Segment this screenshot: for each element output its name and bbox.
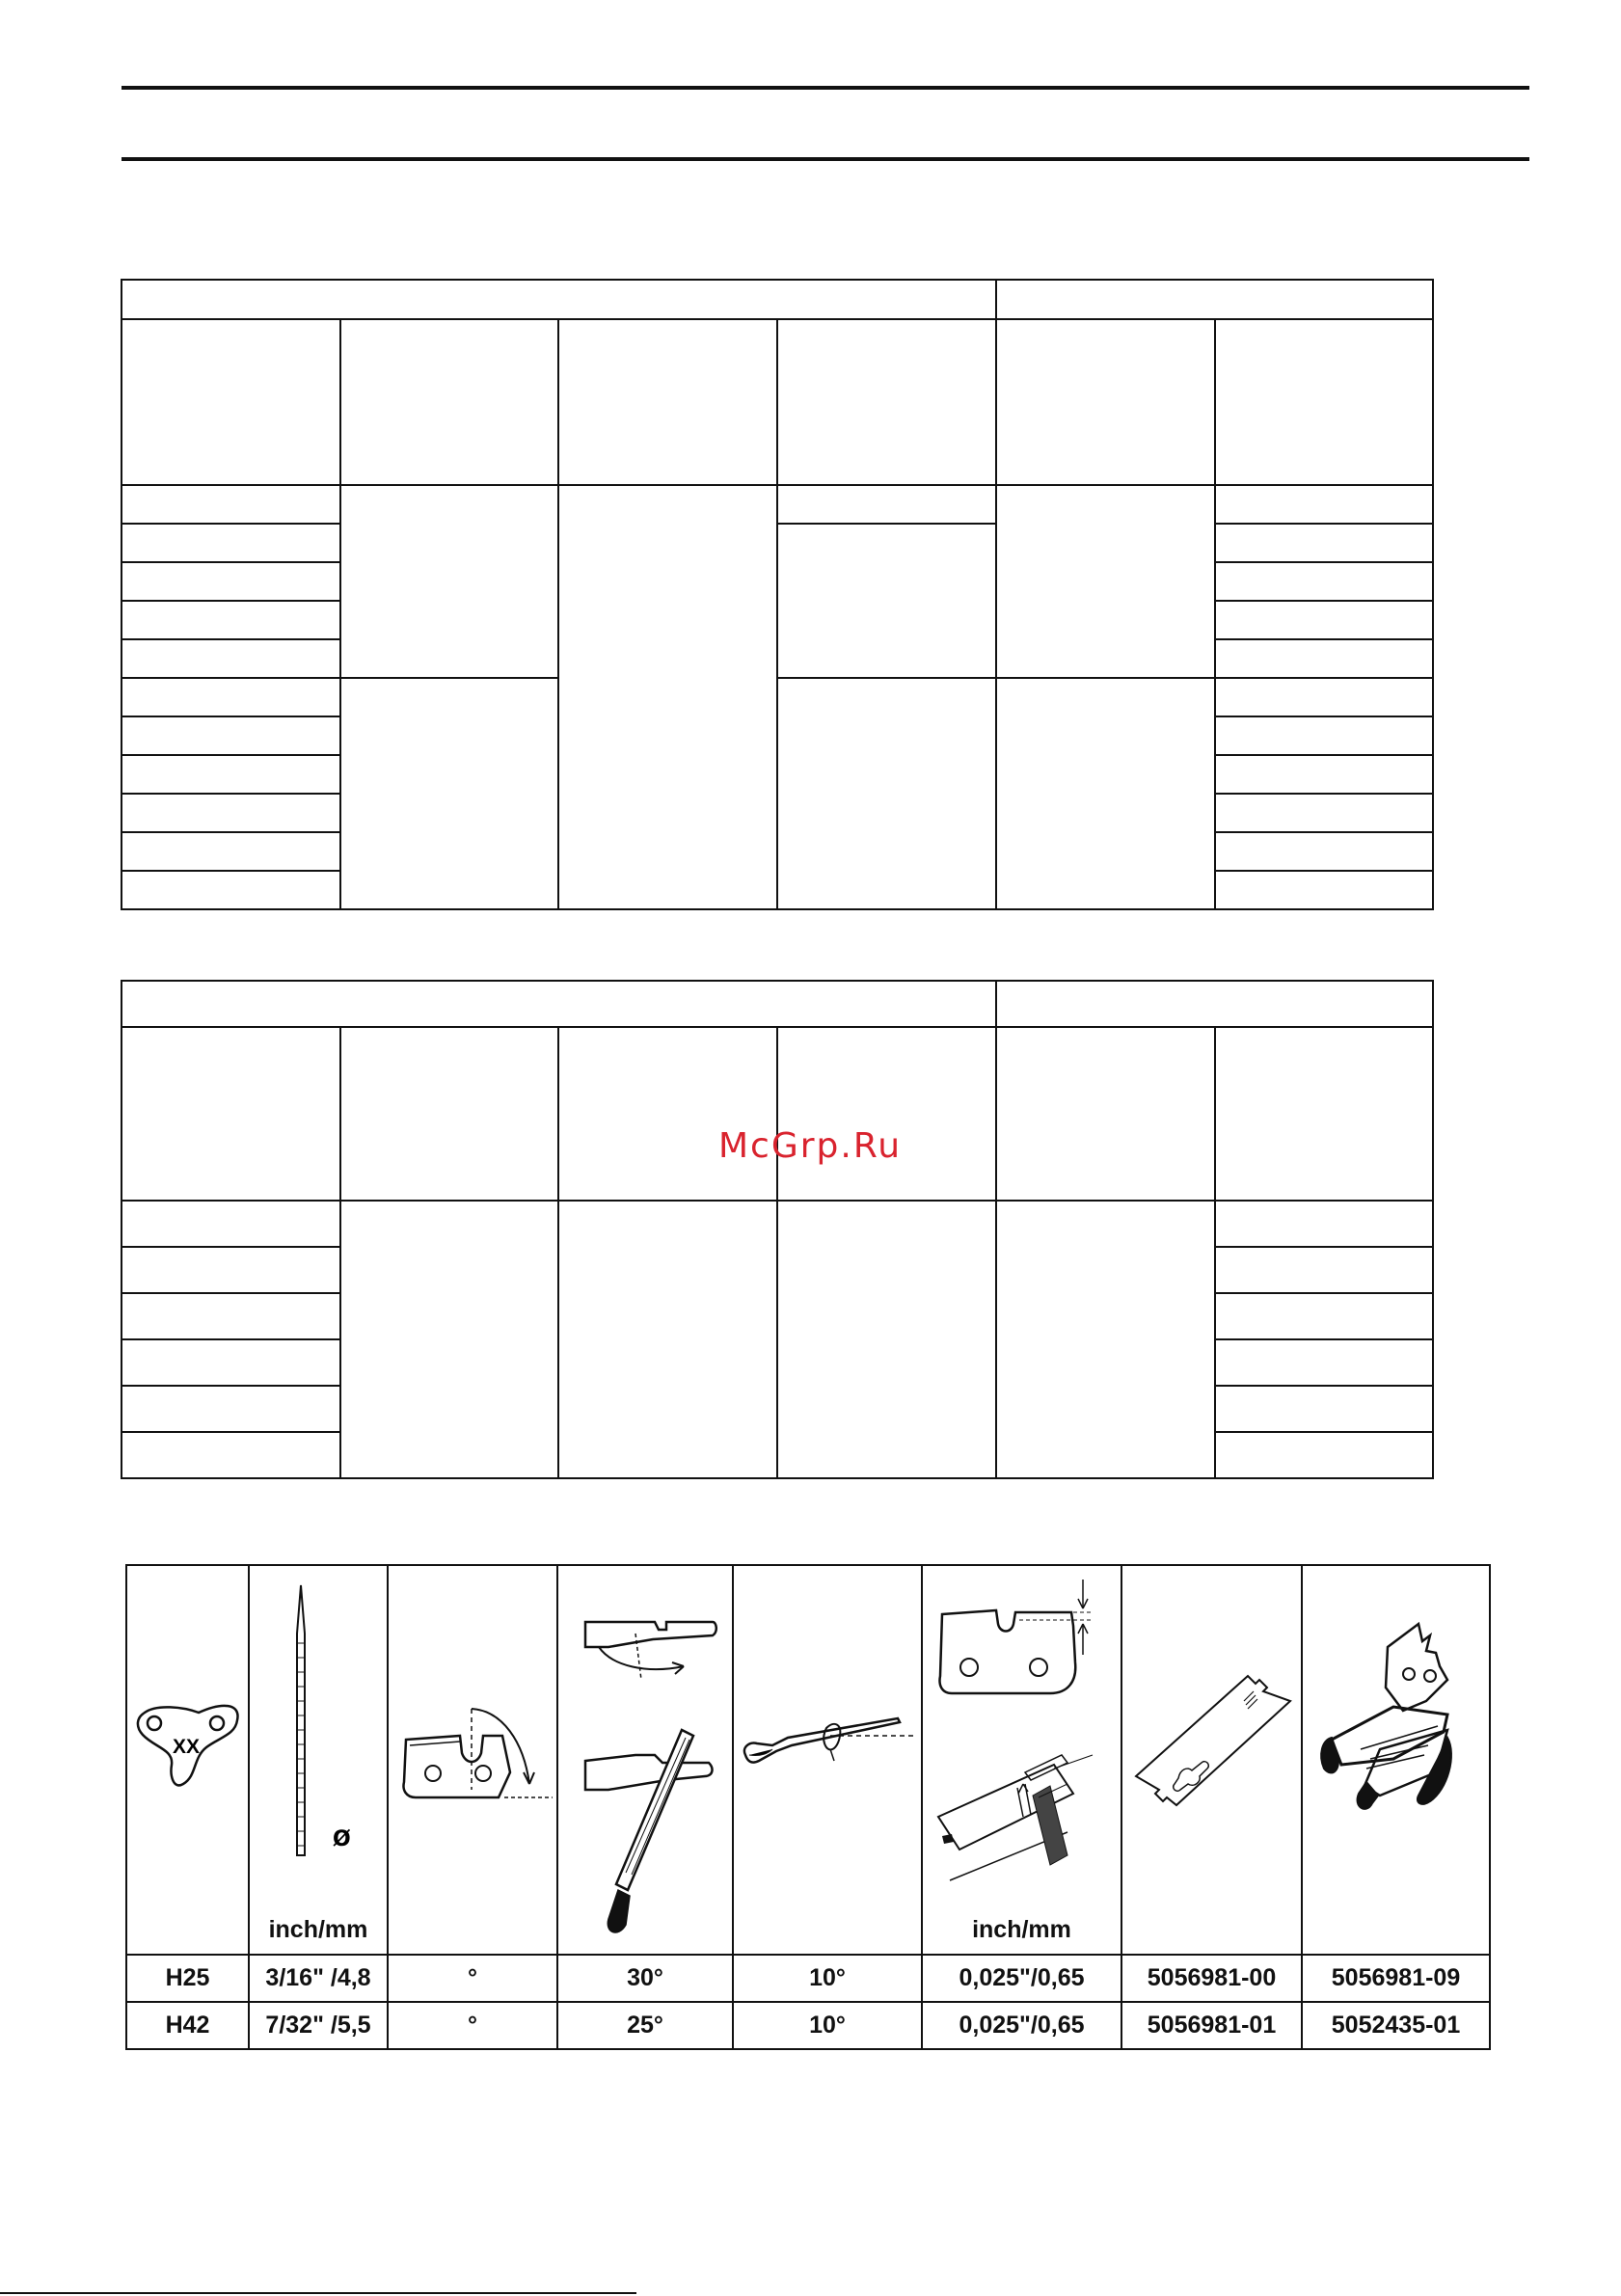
round-file-icon [250, 1566, 389, 1954]
header-rule-bottom [122, 157, 1529, 161]
file-diameter-symbol: Ø [333, 1827, 351, 1851]
gauge-template-icon [1122, 1566, 1303, 1954]
header-rule-top [122, 86, 1529, 90]
file-tilt-icon [734, 1566, 923, 1954]
gauge-template-cell [1121, 1565, 1302, 1955]
tool-part-cell: 5052435-01 [1302, 2002, 1490, 2049]
file-guide-tool-icon [1303, 1566, 1491, 1954]
top-plate-angle-icon [389, 1566, 558, 1954]
bar-chain-table-1 [121, 279, 1434, 910]
chain-link-cell [126, 1565, 249, 1955]
chain-link-icon [127, 1566, 250, 1954]
file-holder-icon [558, 1566, 734, 1954]
gauge-part-cell: 5056981-01 [1121, 2002, 1302, 2049]
chain-marker-label: XX [172, 1736, 201, 1758]
angle-a-cell: ° [388, 2002, 557, 2049]
angle-c-cell: 10° [733, 2002, 922, 2049]
depth-gauge-unit: inch/mm [972, 1916, 1071, 1943]
bar-chain-table-2 [121, 980, 1434, 1479]
depth-gauge-cell [922, 1565, 1121, 1955]
file-size-cell: 3/16" /4,8 [249, 1955, 388, 2002]
file-tilt-cell [733, 1565, 922, 1955]
depth-cell: 0,025"/0,65 [922, 1955, 1121, 2002]
chain-code-cell: H42 [126, 2002, 249, 2049]
spec-row-h42 [126, 2002, 1490, 2049]
tool-part-cell: 5056981-09 [1302, 1955, 1490, 2002]
file-holder-cell [557, 1565, 733, 1955]
angle-b-cell: 30° [557, 1955, 733, 2002]
gauge-part-cell: 5056981-00 [1121, 1955, 1302, 2002]
spec-row-h25 [126, 1955, 1490, 2002]
file-size-cell: 7/32" /5,5 [249, 2002, 388, 2049]
angle-c-cell: 10° [733, 1955, 922, 2002]
chain-code-cell: H25 [126, 1955, 249, 2002]
round-file-cell [249, 1565, 388, 1955]
footer-rule [0, 2292, 636, 2294]
file-guide-tool-cell [1302, 1565, 1490, 1955]
sharpening-spec-table [125, 1564, 1491, 2050]
depth-cell: 0,025"/0,65 [922, 2002, 1121, 2049]
angle-b-cell: 25° [557, 2002, 733, 2049]
depth-gauge-icon [923, 1566, 1122, 1954]
watermark: McGrp.Ru [718, 1126, 903, 1166]
file-diameter-unit: inch/mm [268, 1916, 368, 1943]
angle-a-cell: ° [388, 1955, 557, 2002]
top-plate-angle-cell [388, 1565, 557, 1955]
